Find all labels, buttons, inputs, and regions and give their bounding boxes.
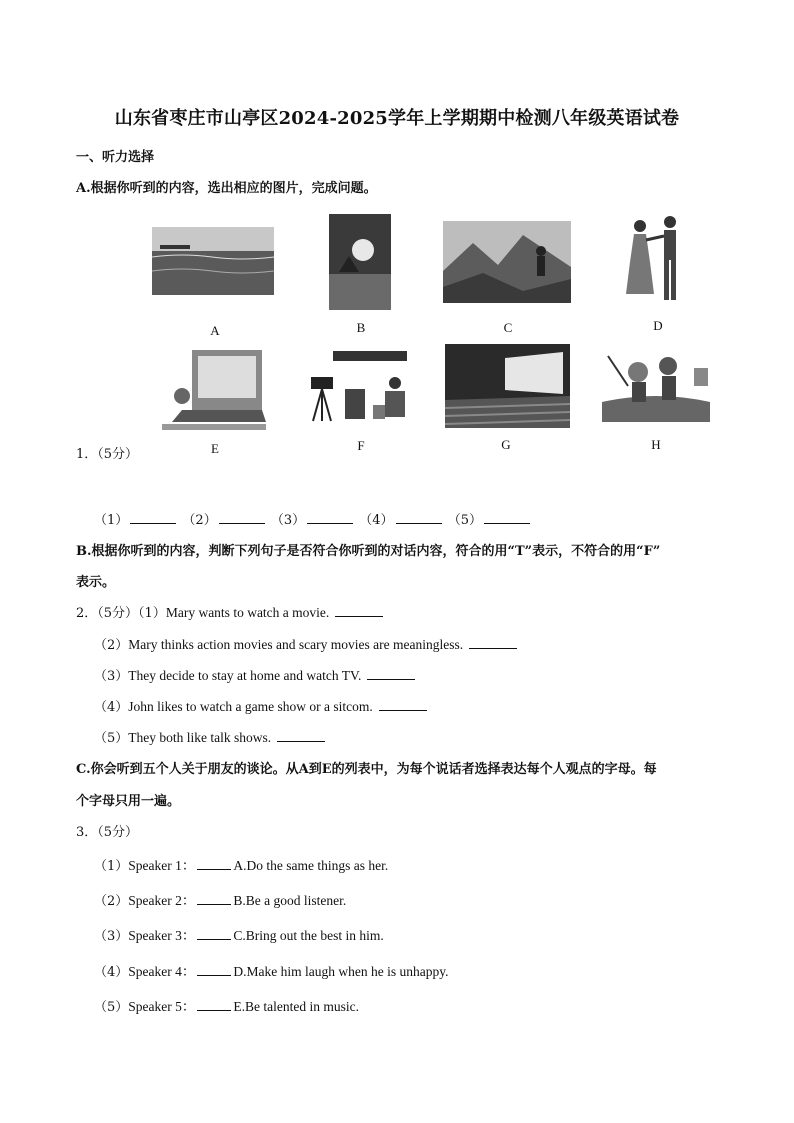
speaker-label: Speaker 3：: [128, 928, 196, 943]
mountain-hiker-icon: [443, 221, 571, 303]
answer-blank[interactable]: [130, 522, 176, 524]
speaker-label: Speaker 1：: [128, 858, 196, 873]
item-number: （1）: [94, 859, 129, 874]
laptop-computer-icon: [162, 346, 266, 430]
picture-label-b: B: [356, 320, 366, 335]
picture-label-f: F: [357, 438, 365, 453]
answer-blank[interactable]: [197, 1009, 231, 1011]
item-number: （5）: [94, 731, 129, 746]
moon-sky-icon: [329, 214, 391, 310]
question-2-item: [94, 634, 519, 653]
part-c-instruction-cont: 个字母只用一遍。: [76, 794, 181, 809]
question-2-label: 2．（5分）: [76, 606, 139, 621]
speaker-label: Speaker 4：: [128, 964, 196, 979]
option-text: A.Do the same things as her.: [233, 858, 389, 873]
answer-blank[interactable]: [379, 709, 427, 711]
cinema-audience-icon: [445, 344, 570, 428]
option-text: C.Bring out the best in him.: [233, 928, 384, 943]
part-c-instruction: C.你会听到五个人关于朋友的谈论。从A到E的列表中，为每个说话者选择表达每个人观点的字母。每: [76, 762, 657, 777]
answer-blank[interactable]: [367, 678, 415, 680]
item-number: （1）: [138, 606, 166, 621]
speaker-label: Speaker 5：: [128, 999, 196, 1014]
picture-label-g: G: [501, 437, 511, 452]
q1-blank-num: （3）: [270, 513, 306, 528]
part-a-instruction: A.根据你听到的内容，选出相应的图片，完成问题。: [76, 181, 377, 196]
q1-blank-num: （4）: [359, 513, 394, 528]
picture-label-e: E: [211, 441, 219, 456]
question-2-item: [94, 696, 429, 715]
speaker-match-item: [94, 924, 384, 944]
item-number: （5）: [94, 1000, 129, 1015]
q1-answer-blanks: [94, 509, 532, 528]
speaker-match-item: [94, 960, 448, 980]
cartoon-scene-icon: [598, 346, 714, 426]
answer-blank[interactable]: [307, 522, 353, 524]
answer-blank[interactable]: [277, 740, 325, 742]
picture-label-c: C: [503, 320, 513, 335]
question-2-item: [76, 602, 385, 621]
option-text: E.Be talented in music.: [233, 999, 359, 1014]
sea-landscape-icon: [152, 227, 274, 295]
question-2-item: [94, 727, 327, 746]
answer-blank[interactable]: [469, 647, 517, 649]
option-text: B.Be a good listener.: [233, 893, 347, 908]
answer-blank[interactable]: [197, 974, 231, 976]
speaker-match-item: [94, 854, 388, 874]
page-title: 山东省枣庄市山亭区2024-2025学年上学期期中检测八年级英语试卷: [114, 108, 680, 129]
section-heading: 一、听力选择: [76, 150, 155, 165]
question-3-label: 3．（5分）: [76, 825, 139, 840]
speaker-label: Speaker 2：: [128, 893, 196, 908]
q1-blank-num: （2）: [182, 513, 217, 528]
item-number: （3）: [94, 669, 129, 684]
statement-text: Mary wants to watch a movie.: [165, 605, 330, 620]
item-number: （3）: [94, 929, 129, 944]
item-number: （4）: [94, 700, 129, 715]
item-number: （2）: [94, 894, 129, 909]
q1-blank-num: （5）: [447, 513, 482, 528]
speaker-match-item: [94, 995, 359, 1015]
picture-label-h: H: [651, 437, 661, 452]
answer-blank[interactable]: [396, 522, 442, 524]
answer-blank[interactable]: [197, 903, 231, 905]
picture-label-d: D: [653, 318, 663, 333]
statement-text: They both like talk shows.: [128, 730, 272, 745]
answer-blank[interactable]: [335, 615, 383, 617]
dancing-couple-icon: [620, 212, 690, 308]
tv-studio-icon: [305, 349, 417, 424]
speaker-match-item: [94, 889, 346, 909]
question-2-item: [94, 665, 417, 684]
statement-text: Mary thinks action movies and scary movies are meaningless.: [128, 637, 464, 652]
answer-blank[interactable]: [484, 522, 530, 524]
statement-text: John likes to watch a game show or a sitcom.: [128, 699, 373, 714]
item-number: （4）: [94, 965, 129, 980]
answer-blank[interactable]: [197, 938, 231, 940]
question-1-label: 1．（5分）: [76, 447, 139, 462]
part-b-instruction-cont: 表示。: [76, 575, 116, 590]
q1-blank-num: （1）: [94, 513, 129, 528]
answer-blank[interactable]: [197, 868, 231, 870]
statement-text: They decide to stay at home and watch TV.: [128, 668, 362, 683]
item-number: （2）: [94, 638, 129, 653]
answer-blank[interactable]: [219, 522, 265, 524]
part-b-instruction: B.根据你听到的内容，判断下列句子是否符合你听到的对话内容，符合的用“T”表示，不符合的用“F”: [76, 544, 661, 559]
picture-label-a: A: [210, 323, 220, 338]
option-text: D.Make him laugh when he is unhappy.: [233, 964, 449, 979]
